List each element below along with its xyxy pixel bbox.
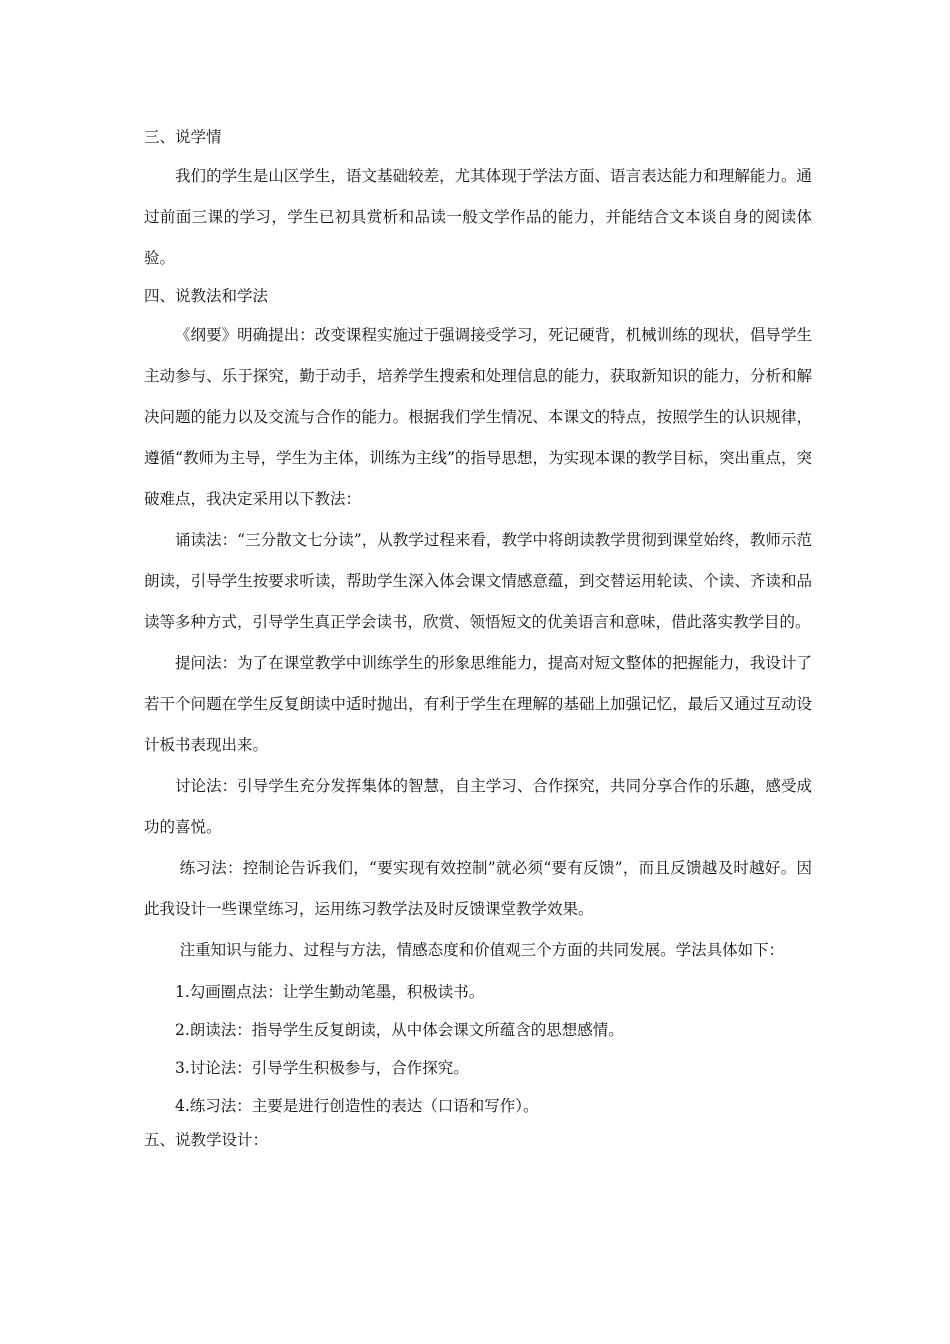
section-heading-teaching-design: 五、说教学设计： (144, 1131, 269, 1149)
section-heading-student-situation: 三、说学情 (144, 128, 222, 146)
list-item: 4.练习法：主要是进行创造性的表达（口语和写作）。 (175, 1097, 539, 1115)
page-content (144, 122, 812, 1155)
paragraph-recitation-method: 诵读法：“三分散文七分读”，从教学过程来看，教学中将朗读教学贯彻到课堂始终，教师示范朗读，引导学生按要求听读，帮助学生深入体会课文情感意蕴，到交替运用轮读、个读、齐读和品读等多种方式，引导学生真正学会读书，欣赏、领悟短文的优美语言和意味，借此落实教学目的。 (144, 531, 812, 631)
paragraph-practice-method: 练习法：控制论告诉我们，“要实现有效控制”就必须“要有反馈”，而且反馈越及时越好。因此我设计一些课堂练习，运用练习教学法及时反馈课堂教学效果。 (144, 859, 812, 918)
paragraph-question-method: 提问法：为了在课堂教学中训练学生的形象思维能力，提高对短文整体的把握能力，我设计了若干个问题在学生反复朗读中适时抛出，有利于学生在理解的基础上加强记忆，最后又通过互动设计板书表现出来。 (144, 654, 812, 754)
paragraph-learning-methods-intro: 注重知识与能力、过程与方法，情感态度和价值观三个方面的共同发展。学法具体如下： (179, 941, 785, 959)
list-item: 2.朗读法：指导学生反复朗读，从中体会课文所蕴含的思想感情。 (175, 1021, 624, 1039)
section-heading-teaching-methods: 四、说教法和学法 (144, 287, 269, 305)
paragraph-discussion-method: 讨论法：引导学生充分发挥集体的智慧，自主学习、合作探究，共同分享合作的乐趣，感受成功的喜悦。 (144, 777, 812, 836)
paragraph-student-situation: 我们的学生是山区学生，语文基础较差，尤其体现于学法方面、语言表达能力和理解能力。通过前面三课的学习，学生已初具赏析和品读一般文学作品的能力，并能结合文本谈自身的阅读体验。 (144, 167, 812, 267)
paragraph-syllabus: 《纲要》明确提出：改变课程实施过于强调接受学习，死记硬背，机械训练的现状，倡导学生主动参与、乐于探究，勤于动手，培养学生搜索和处理信息的能力，获取新知识的能力，分析和解决问题的能力以及交流与合作的能力。根据我们学生情况、本课文的特点，按照学生的认识规律，遵循“教师为主导，学生为主体，训练为主线”的指导思想，为实现本课的教学目标，突出重点，突破难点，我决定采用以下教法： (144, 326, 812, 508)
list-item: 1.勾画圈点法：让学生勤动笔墨，积极读书。 (175, 983, 485, 1001)
list-item: 3.讨论法：引导学生积极参与，合作探究。 (175, 1059, 469, 1077)
